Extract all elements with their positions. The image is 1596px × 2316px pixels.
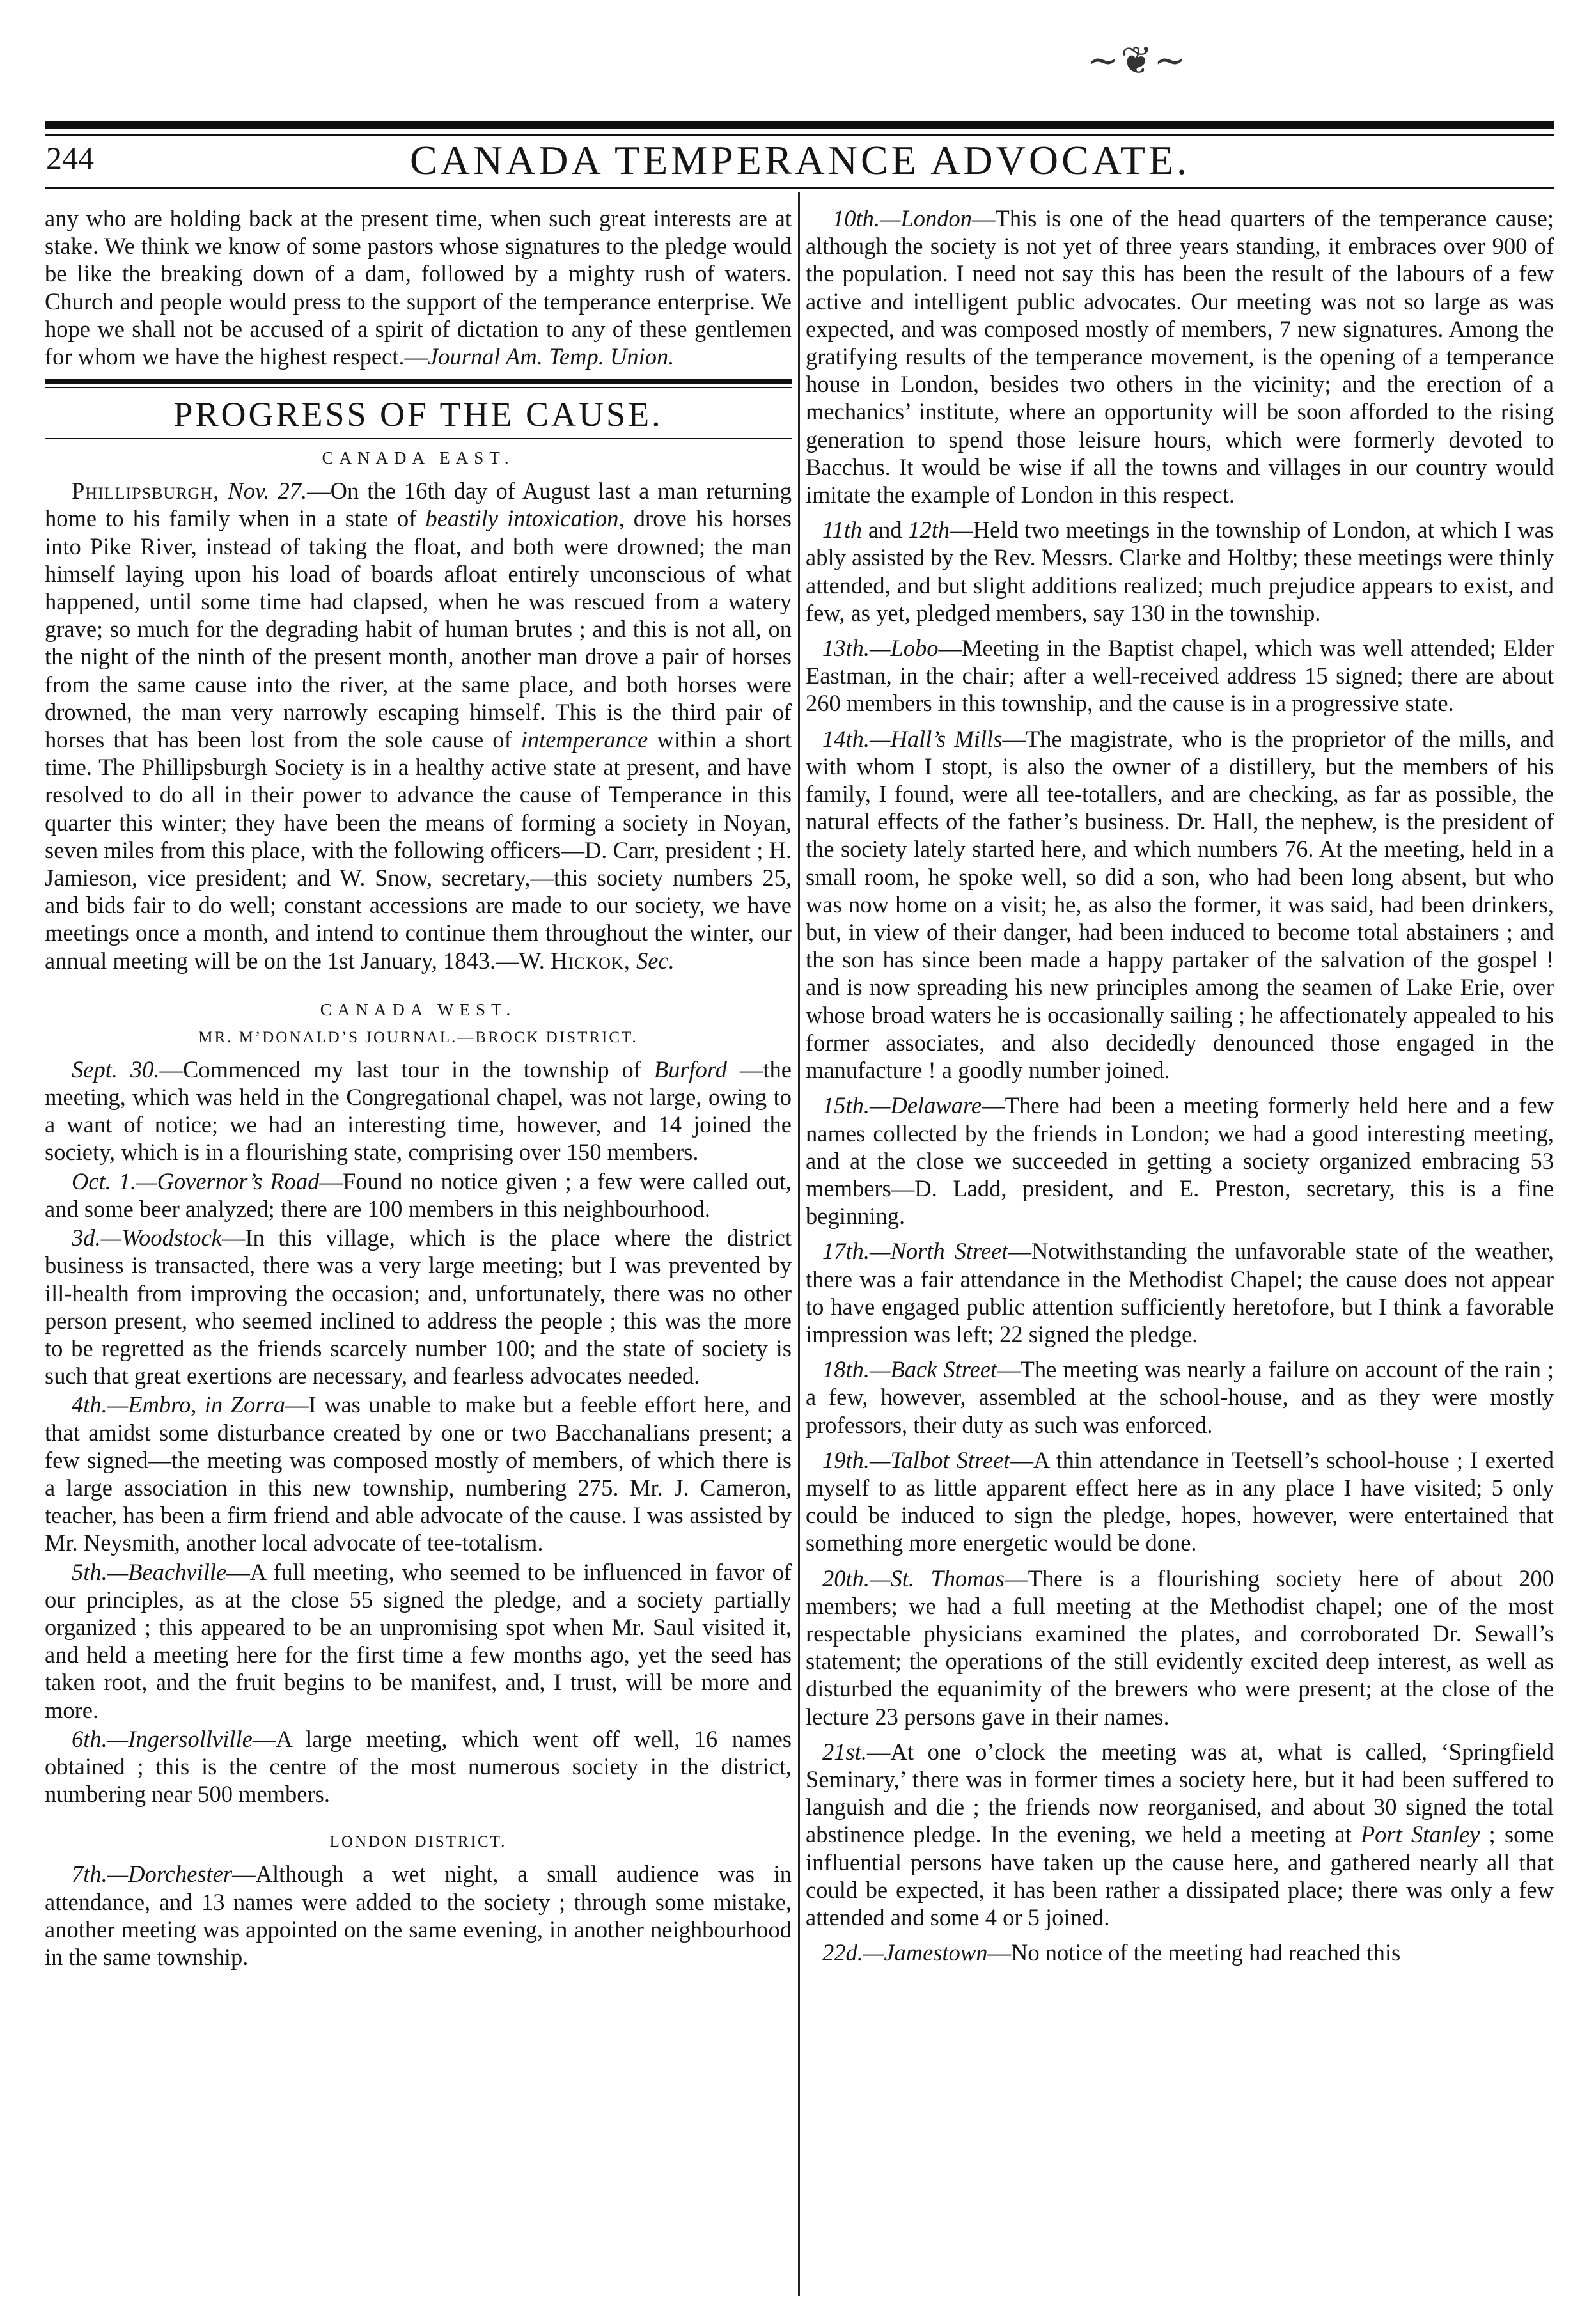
intro-source: Journal Am. Temp. Union.	[428, 343, 675, 370]
section-rule-after	[45, 438, 792, 439]
entry-st-thomas: 20th.—St. Thomas—There is a flourishing society here of about 200 members; we had a full meeting at the Methodist chapel; one of the most respectable physicians examined the plates, and corroborated Dr. Sewall’s statement; the operations of the still evidently excited deep interest, as well as disturbed the equanimity of the brewers who were present; at the close of the lecture 23 persons gave in their names.	[806, 1565, 1554, 1730]
entry-london: 10th.—London—This is one of the head quarters of the temperance cause; although the society is not yet of three years standing, it embraces over 900 of the population. I need not say this has been the result of the labours of a few active and intelligent public advocates. Our meeting was not so large as was expected, and was composed mostly of members, 7 new signatures. Among the gratifying results of the temperance movement, is the opening of a temperance house in London, besides two others in the vicinity; and the erection of a mechanics’ institute, where an opportunity will be soon afforded to the rising generation to spend those leisure hours, which were formerly devoted to Bacchus. It would be wise if all the towns and villages in our country would imitate the example of London in this respect.	[806, 205, 1554, 508]
phillipsburgh-report: Phillipsburgh, Nov. 27.—On the 16th day of August last a man returning home to his family when in a state of beastily intoxication, drove his horses into Pike River, instead of taking the float, and both were drowned; the man himself laying upon his load of boards afloat entirely unconscious of what happened, until some time had clapsed, when he was rescued from a watery grave; so much for the degrading habit of human brutes ; and this is not all, on the night of the ninth of the present month, another man drove a pair of horses from the same cause into the river, at the same place, and both horses were drowned, the man very narrowly escaping himself. This is the third pair of horses that has been lost from the sole cause of intemperance within a short time. The Phillipsburgh Society is in a healthy active state at present, and have resolved to do all in their power to advance the cause of Temperance in this quarter this winter; they have been the means of forming a society in Noyan, seven miles from this place, with the following officers—D. Carr, president ; H. Jamieson, vice president; and W. Snow, secretary,—this society numbers 25, and bids fair to do well; constant accessions are made to our society, we have meetings once a month, and intend to continue them throughout the winter, our annual meeting will be on the 1st January, 1843.—W. Hickok, Sec.	[45, 478, 792, 974]
entry-embro: 4th.—Embro, in Zorra—I was unable to make but a feeble effort here, and that amidst some disturbance created by one or two Bacchanalians present; a few signed—the meeting was composed mostly of members, of which there is a large association in this new township, numbering 275. Mr. J. Cameron, teacher, has been a firm friend and able advocate of the cause. I was assisted by Mr. Neysmith, another local advocate of tee-totalism.	[45, 1391, 792, 1556]
entry-north-street: 17th.—North Street—Notwithstanding the unfavorable state of the weather, there was a fair attendance in the Methodist Chapel; the cause does not appear to have engaged public attention sufficiently heretofore, but I think a favorable impression was left; 22 signed the pledge.	[806, 1238, 1554, 1347]
entry-beachville: 5th.—Beachville—A full meeting, who seemed to be influenced in favor of our principles, as at the close 55 signed the pledge, and a society partially organized ; this appeared to be an unpromising spot when Mr. Saul visited it, and held a meeting here for the first time a few months ago, yet the seed has taken root, and the fruit begins to be manifest, and, I trust, will be more and more.	[45, 1558, 792, 1723]
entry-springfield: 21st.—At one o’clock the meeting was at, what is called, ‘Springfield Seminary,’ there was in former times a society here, but it had been suffered to languish and die ; the friends now reorganised, and about 30 signed the total abstinence pledge. In the evening, we held a meeting at Port Stanley ; some influential persons have taken up the cause here, and gathered nearly all that could be expected, it has been rather a dissipated place; there was only a few attended and some 4 or 5 joined.	[806, 1738, 1554, 1930]
journal-heading: MR. M’DONALD’S JOURNAL.—BROCK DISTRICT.	[198, 1028, 638, 1046]
section-rule	[45, 379, 792, 384]
column-divider	[798, 192, 800, 2296]
journal-title: CANADA TEMPERANCE ADVOCATE.	[409, 137, 1191, 183]
right-column	[806, 205, 1554, 1968]
entry-governors-road: Oct. 1.—Governor’s Road—Found no notice given ; a few were called out, and some beer analyzed; there are 100 members in this neighbourhood.	[45, 1168, 792, 1222]
entry-back-street: 18th.—Back Street—The meeting was nearly a failure on account of the rain ; a few, however, assembled at the school-house, and as they were mostly professors, their duty as such was enforced.	[806, 1356, 1554, 1438]
intro-paragraph: any who are holding back at the present time, when such great interests are at stake. We think we know of some pastors whose signatures to the pledge would be like the breaking down of a dam, followed by a mighty rush of waters. Church and people would press to the support of the temperance enterprise. We hope we shall not be accused of a spirit of dictation to any of these gentlemen for whom we have the highest respect.—Journal Am. Temp. Union.	[45, 205, 792, 370]
entry-jamestown: 22d.—Jamestown—No notice of the meeting had reached this	[822, 1939, 1401, 1966]
canada-west-heading: CANADA WEST.	[320, 999, 517, 1019]
entry-talbot-street: 19th.—Talbot Street—A thin attendance in Teetsell’s school-house ; I exerted myself to as little apparent effect here as in any place I have visited; 5 only could be induced to sign the pledge, hopes, however, were entertained that something more energetic would be done.	[806, 1446, 1554, 1556]
page-number: 244	[46, 140, 94, 176]
section-rule-thin	[45, 387, 792, 388]
entry-london-township: 11th and 12th—Held two meetings in the township of London, at which I was ably assisted by the Rev. Messrs. Clarke and Holtby; these meetings were thinly attended, and but slight additions realized; much prejudice appears to exist, and few, as yet, pledged members, say 130 in the township.	[806, 517, 1554, 626]
left-column	[45, 205, 792, 1972]
london-district-heading: LONDON DISTRICT.	[329, 1833, 507, 1851]
entry-halls-mills: 14th.—Hall’s Mills—The magistrate, who is the proprietor of the mills, and with whom I stopt, is also the owner of a distillery, but the members of his family, I found, were all tee-totallers, and are checking, as far as possible, the natural effects of the father’s business. Dr. Hall, the nephew, is the president of the society lately started here, and which numbers 76. At the meeting, held in a small room, he spoke well, so did a son, who had been long absent, but who was now home on a visit; he, as also the former, it was said, had been drinkers, but, in view of their danger, had been induced to become total abstainers ; and the son has since been made a happy partaker of the salvation of the gospel ! and is now spreading his new principles among the seamen of Lake Erie, over whose broad waters he is occasionally sailing ; he affectionately appealed to his former associates, and also decidedly denounced those engaged in the manufacture ! a goodly number joined.	[806, 725, 1554, 1084]
page-header	[46, 136, 1554, 187]
header-rule	[45, 187, 1554, 189]
entry-ingersollville: 6th.—Ingersollville—A large meeting, which went off well, 16 names obtained ; this is the centre of the most numerous society in the district, numbering near 500 members.	[45, 1725, 792, 1808]
entry-woodstock: 3d.—Woodstock—In this village, which is the place where the district business is transacted, there was a very large meeting; but I was prevented by ill-health from improving the occasion; and, unfortunately, there was no other person present, who seemed inclined to address the people ; this was the more to be regretted as the friends scarcely number 100; and the state of society is such that great exertions are necessary, and fearless advocates needed.	[45, 1225, 792, 1389]
entry-dorchester: 7th.—Dorchester—Although a wet night, a small audience was in attendance, and 13 names were added to the society ; through some mistake, another meeting was appointed on the same evening, in another neighbourhood in the same township.	[45, 1861, 792, 1970]
section-title: PROGRESS OF THE CAUSE.	[173, 395, 663, 434]
entry-burford: Sept. 30.—Commenced my last tour in the township of Burford —the meeting, which was held in the Congregational chapel, was not large, owing to a want of notice; we had an interesting time, however, and 14 joined the society, which is in a flourishing state, comprising over 150 members.	[45, 1056, 792, 1166]
canada-east-heading: CANADA EAST.	[322, 448, 515, 468]
entry-lobo: 13th.—Lobo—Meeting in the Baptist chapel, which was well attended; Elder Eastman, in the chair; after a well-received address 15 signed; there are about 260 members in this township, and the cause is in a progressive state.	[806, 635, 1554, 717]
decorative-flourish: ~❦~	[1087, 38, 1187, 83]
entry-delaware: 15th.—Delaware—There had been a meeting formerly held here and a few names collected by the friends in London; we had a good interesting meeting, and at the close we succeeded in getting a society organized embracing 53 members—D. Ladd, president, and E. Preston, secretary, this is a fine beginning.	[806, 1092, 1554, 1230]
top-rule	[45, 121, 1554, 129]
